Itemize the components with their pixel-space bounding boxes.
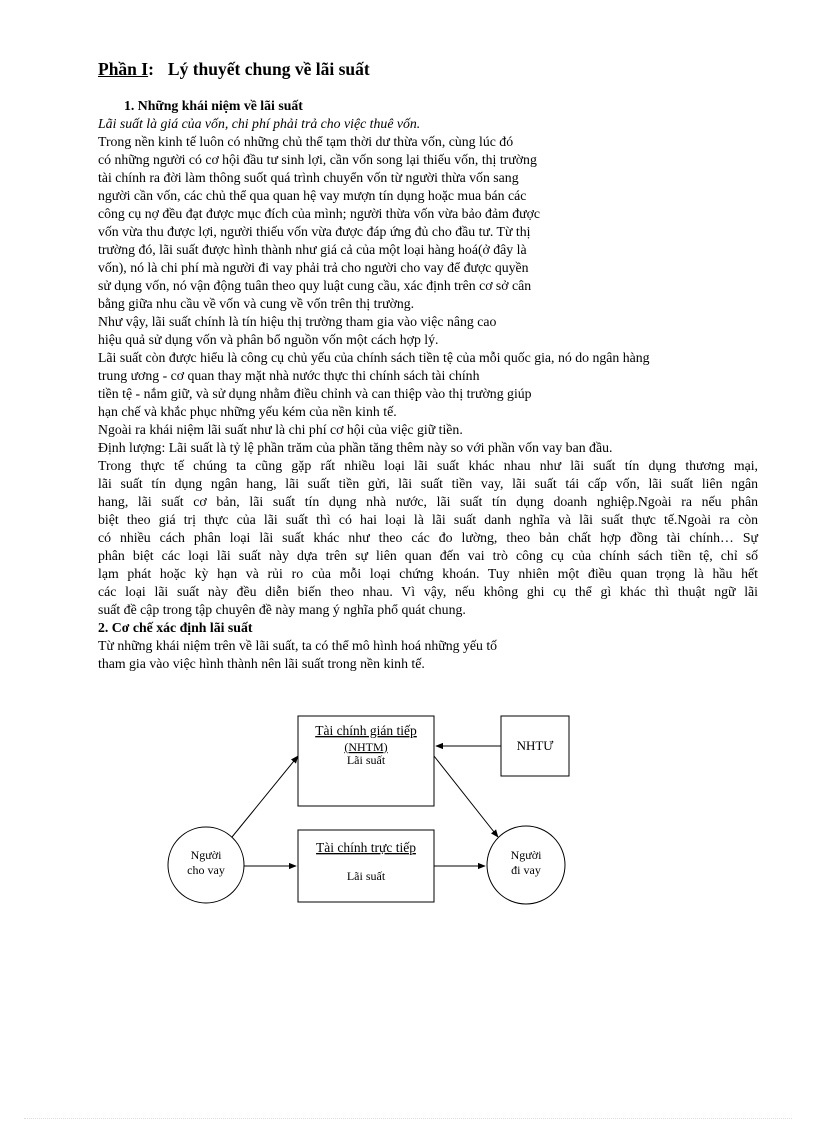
paragraph-line: hang, lãi suất cơ bản, lãi suất tín dụng nhà nước, lãi suất tín dụng doanh nghiệp.Ngoài ra nếu phân <box>98 494 758 509</box>
definition-line: Lãi suất là giá của vốn, chi phí phải trả cho việc thuê vốn. <box>98 116 421 131</box>
title-part-label: Phần I <box>98 59 149 79</box>
paragraph-line: Ngoài ra khái niệm lãi suất như là chi phí cơ hội của việc giữ tiền. <box>98 422 463 437</box>
paragraph-line: tiền tệ - nắm giữ, và sử dụng nhằm điều chỉnh và can thiệp vào thị trường giúp <box>98 386 532 401</box>
paragraph-line: Lãi suất còn được hiểu là công cụ chủ yếu của chính sách tiền tệ của mỗi quốc gia, nó do ngân hàng <box>98 350 650 365</box>
body-text <box>98 97 758 673</box>
footer-divider <box>24 1118 792 1119</box>
paragraph-line: có những người có cơ hội đầu tư sinh lợi, cần vốn song lại thiếu vốn, thị trường <box>98 152 537 167</box>
paragraph-line: vốn), nó là chi phí mà người đi vay phải trả cho người cho vay để được quyền <box>98 260 529 275</box>
paragraph-line: sử dụng vốn, nó vận động tuân theo quy luật cung cầu, xác định trên cơ sở cân <box>98 278 532 293</box>
paragraph-line: bằng giữa nhu cầu về vốn và cung về vốn trên thị trường. <box>98 296 415 311</box>
paragraph-line: vốn vừa thu được lợi, người thiếu vốn vừa được đáp ứng đủ cho đầu tư. Từ thị <box>98 224 531 239</box>
paragraph-line: lãi suất tín dụng ngân hang, lãi suất tiền gửi, lãi suất tiền vay, lãi suất tái cấp vốn, lãi suất liên ngân <box>98 476 758 491</box>
lender-label-1: Người <box>190 848 222 862</box>
paragraph-line: có nhiều cách phân loại lãi suất khác như theo các đo lường, theo bản chất hợp đồng tài chính… Sự <box>98 530 758 545</box>
paragraph-line: hiệu quả sử dụng vốn và phân bổ nguồn vốn một cách hợp lý. <box>98 332 439 347</box>
arrow-indirect-to-borrower <box>434 756 498 837</box>
indirect-finance-sub: (NHTM) <box>344 740 388 754</box>
paragraph-line: Trong nền kinh tế luôn có những chủ thể tạm thời dư thừa vốn, cùng lúc đó <box>98 134 514 149</box>
title-text: Lý thuyết chung về lãi suất <box>167 59 370 79</box>
arrow-lender-to-indirect <box>232 756 298 837</box>
borrower-label-1: Người <box>510 848 542 862</box>
interest-rate-diagram <box>160 700 600 930</box>
paragraph-line: tài chính ra đời làm thông suốt quá trình chuyển vốn từ người thừa vốn sang <box>98 170 519 185</box>
lender-label-2: cho vay <box>187 863 225 877</box>
paragraph-line: suất đề cập trong tập chuyên đề này mang ý nghĩa phổ quát chung. <box>98 602 466 617</box>
paragraph-line: người cần vốn, các chủ thể qua quan hệ vay mượn tín dụng hoặc mua bán các <box>98 188 527 203</box>
page-title <box>98 59 370 80</box>
paragraph-line: Như vậy, lãi suất chính là tín hiệu thị trường tham gia vào việc nâng cao <box>98 314 497 329</box>
paragraph-line: tham gia vào việc hình thành nên lãi suất trong nền kinh tế. <box>98 656 425 671</box>
paragraph-line: trung ương - cơ quan thay mặt nhà nước thực thi chính sách tài chính <box>98 368 480 383</box>
paragraph-line: biệt theo giá trị thực của lãi suất thì có hai loại là lãi suất danh nghĩa và lãi suất thực tế.Ngoài ra còn <box>98 512 758 527</box>
section-2-heading: 2. Cơ chế xác định lãi suất <box>98 620 253 635</box>
section-1-heading: 1. Những khái niệm về lãi suất <box>124 98 303 113</box>
paragraph-line: Từ những khái niệm trên về lãi suất, ta có thể mô hình hoá những yếu tố <box>98 638 498 653</box>
indirect-finance-rate: Lãi suất <box>346 753 386 767</box>
paragraph-line: công cụ nợ đều đạt được mục đích của mình; người thừa vốn vừa bảo đảm được <box>98 206 541 221</box>
nhtu-label: NHTƯ <box>516 738 554 753</box>
section-1-paragraphs <box>98 133 758 619</box>
title-colon: : <box>148 59 154 79</box>
paragraph-line: phân biệt các loại lãi suất này dựa trên sự liên quan đến vai trò công cụ của chính sách tiền tệ, chỉ số <box>98 548 758 563</box>
direct-finance-rate: Lãi suất <box>346 869 386 883</box>
borrower-label-2: đi vay <box>511 863 541 877</box>
indirect-finance-title: Tài chính gián tiếp <box>315 723 417 738</box>
paragraph-line: hạn chế và khắc phục những yếu kém của nền kinh tế. <box>98 404 397 419</box>
paragraph-line: Định lượng: Lãi suất là tỷ lệ phần trăm của phần tăng thêm này so với phần vốn vay ban đầu. <box>98 440 613 455</box>
paragraph-line: các loại lãi suất này đều diễn biến theo nhau. Vì vậy, nếu không ghi cụ thể gì khác thì thuật ngữ lãi <box>98 584 758 599</box>
paragraph-line: Trong thực tế chúng ta cũng gặp rất nhiều loại lãi suất khác nhau như lãi suất tín dụng thương mại, <box>98 458 758 473</box>
paragraph-line: trường đó, lãi suất được hình thành như giá cả của một loại hàng hoá(ở đây là <box>98 242 527 257</box>
direct-finance-title: Tài chính trực tiếp <box>316 840 416 855</box>
section-2-paragraphs <box>98 637 758 673</box>
paragraph-line: lạm phát hoặc kỳ hạn và rủi ro của mỗi loại chứng khoán. Tuy nhiên một điều quan trọng là hầu hết <box>98 566 758 581</box>
